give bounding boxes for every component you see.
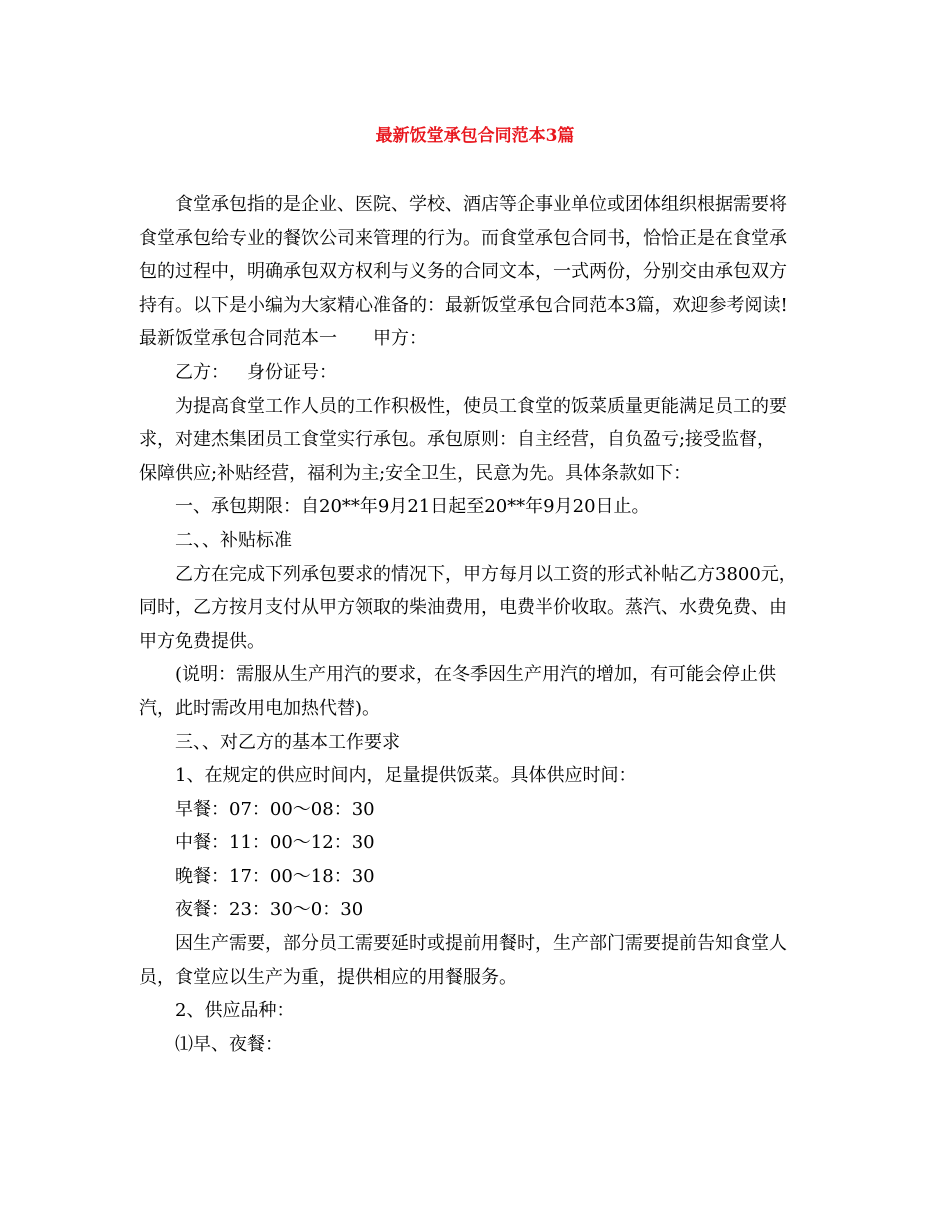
party-b-label: 乙方： (175, 361, 229, 383)
item-1: 1、在规定的供应时间内，足量提供饭菜。具体供应时间： (175, 765, 637, 787)
clause-2-line: 甲方免费提供。 (139, 630, 265, 652)
document-body (139, 188, 819, 1061)
id-label: 身份证号： (247, 361, 337, 383)
clause-2-heading: 二、、补贴标准 (175, 529, 292, 551)
section-heading-line (139, 322, 819, 356)
meal-time-lunch: 中餐：11：00～12：30 (175, 832, 375, 854)
item-2-sub: ⑴早、夜餐： (175, 1033, 283, 1055)
document-title: 最新饭堂承包合同范本3篇 (375, 126, 575, 146)
meal-time-night: 夜餐：23：30～0：30 (175, 899, 364, 921)
section-heading: 最新饭堂承包合同范本一 (139, 328, 337, 350)
meal-time-breakfast: 早餐：07：00～08：30 (175, 798, 375, 820)
meal-time-dinner: 晚餐：17：00～18：30 (175, 865, 375, 887)
party-a-label: 甲方： (373, 328, 427, 350)
clause-1: 一、承包期限：自20**年9月21日起至20**年9月20日止。 (175, 496, 650, 518)
intro-line: 食堂承包指的是企业、医院、学校、酒店等企事业单位或团体组织根据需要将 (175, 194, 787, 215)
note-line: (说明：需服从生产用汽的要求，在冬季因生产用汽的增加，有可能会停止供 (175, 664, 777, 686)
note-line: 汽，此时需改用电加热代替)。 (139, 697, 381, 719)
clause-2-line: 同时，乙方按月支付从甲方领取的柴油费用，电费半价收取。蒸汽、水费免费、由 (139, 597, 787, 619)
purpose-line: 求，对建杰集团员工食堂实行承包。承包原则：自主经营，自负盈亏;接受监督， (139, 429, 776, 451)
production-line: 员，食堂应以生产为重，提供相应的用餐服务。 (139, 966, 517, 988)
purpose-line: 为提高食堂工作人员的工作积极性，使员工食堂的饭菜质量更能满足员工的要 (175, 395, 787, 417)
intro-line: 包的过程中，明确承包双方权利与义务的合同文本，一式两份，分别交由承包双方 (139, 261, 787, 283)
clause-2-line: 乙方在完成下列承包要求的情况下，甲方每月以工资的形式补帖乙方3800元， (175, 563, 797, 585)
clause-3-heading: 三、、对乙方的基本工作要求 (175, 731, 400, 753)
party-b-line (139, 356, 819, 390)
purpose-line: 保障供应;补贴经营，福利为主;安全卫生，民意为先。具体条款如下： (139, 462, 692, 484)
intro-line: 食堂承包给专业的餐饮公司来管理的行为。而食堂承包合同书，恰恰正是在食堂承 (139, 227, 787, 249)
intro-line: 持有。以下是小编为大家精心准备的：最新饭堂承包合同范本3篇，欢迎参考阅读! (139, 294, 788, 316)
item-2: 2、供应品种： (175, 1000, 295, 1022)
production-line: 因生产需要，部分员工需要延时或提前用餐时，生产部门需要提前告知食堂人 (175, 933, 787, 955)
